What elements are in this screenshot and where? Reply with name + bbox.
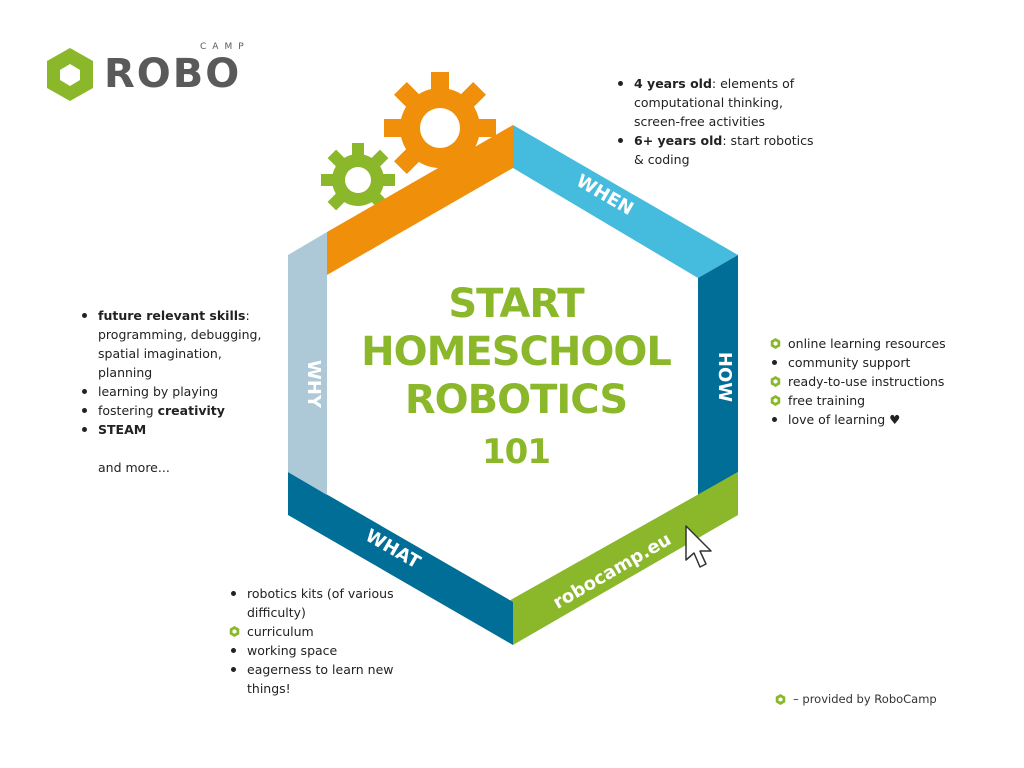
- how-list: [770, 334, 990, 429]
- robocamp-logo-icon: [47, 48, 93, 101]
- why-label: WHY: [303, 360, 324, 408]
- robocamp-hex-icon: [770, 338, 781, 349]
- list-item: online learning resources: [770, 334, 990, 353]
- main-title: [336, 280, 696, 476]
- when-list: [616, 74, 816, 169]
- footer-note: [775, 692, 937, 706]
- robocamp-hex-icon: [229, 626, 240, 637]
- list-item: 4 years old: elements of computational thinking, screen-free activities: [616, 74, 816, 131]
- robocamp-hex-icon: [775, 694, 786, 705]
- title-line-4: 101: [482, 432, 550, 472]
- when-label: WHEN: [572, 170, 637, 220]
- list-item: ready-to-use instructions: [770, 372, 990, 391]
- footer-text: – provided by RoboCamp: [793, 692, 937, 706]
- what-label: WHAT: [361, 525, 424, 574]
- logo-camp-text: CAMP: [200, 42, 250, 52]
- robocamp-hex-icon: [770, 376, 781, 387]
- list-item: fostering creativity: [80, 401, 280, 420]
- list-item: future relevant skills: programming, debugging, spatial imagination, planning: [80, 306, 280, 382]
- why-list: [80, 306, 280, 477]
- why-more-text: and more...: [98, 460, 170, 475]
- list-item: learning by playing: [80, 382, 280, 401]
- title-line-1: START: [448, 281, 584, 327]
- list-item: curriculum: [229, 622, 404, 641]
- how-label: HOW: [714, 351, 735, 403]
- list-item: community support: [770, 353, 990, 372]
- url-label[interactable]: robocamp.eu: [549, 528, 676, 614]
- robocamp-hex-icon: [770, 395, 781, 406]
- list-item: working space: [229, 641, 404, 660]
- title-line-2: HOMESCHOOL: [361, 329, 671, 375]
- list-item: STEAM: [80, 420, 280, 439]
- title-line-3: ROBOTICS: [404, 377, 628, 423]
- what-list: [229, 584, 404, 698]
- list-item: robotics kits (of various difficulty): [229, 584, 404, 622]
- logo-brand-text: ROBO: [104, 51, 242, 97]
- list-item: free training: [770, 391, 990, 410]
- list-item: 6+ years old: start robotics & coding: [616, 131, 816, 169]
- list-item: eagerness to learn new things!: [229, 660, 404, 698]
- list-item: love of learning ♥: [770, 410, 990, 429]
